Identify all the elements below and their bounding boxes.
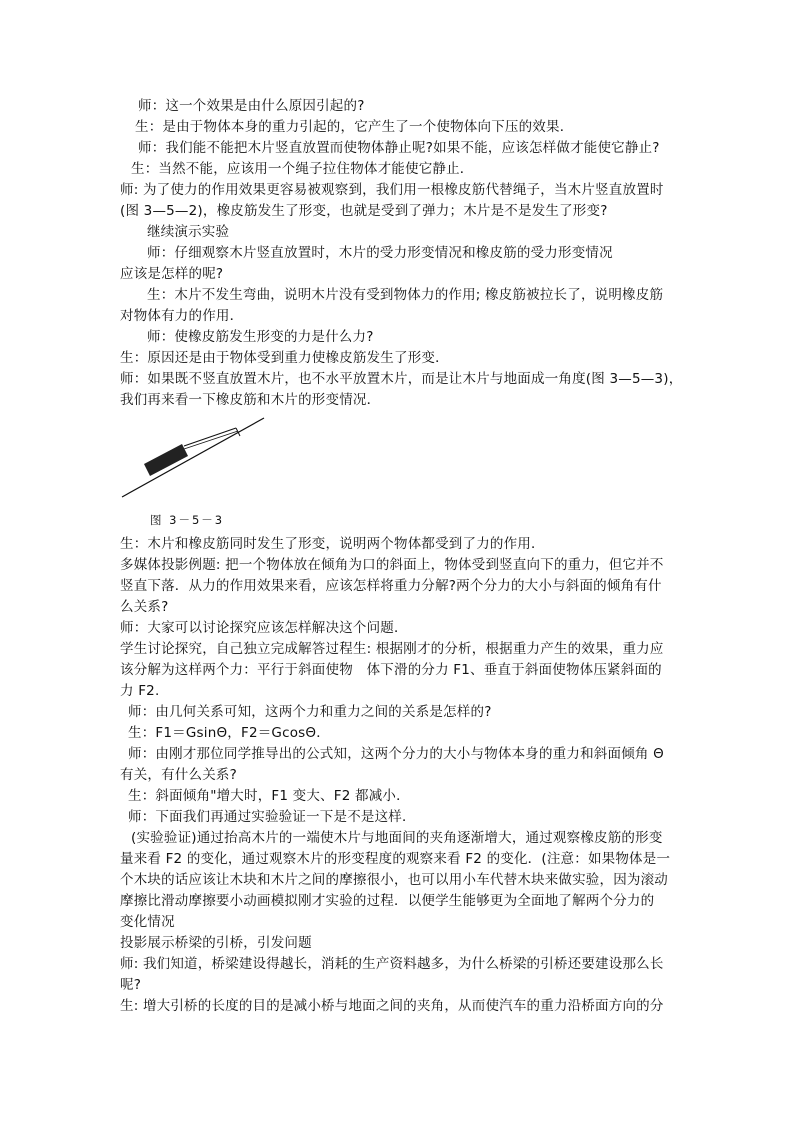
text-line: 投影展示桥梁的引桥，引发问题 (120, 935, 312, 951)
incline-figure (118, 414, 268, 500)
text-line: 师：大家可以讨论探究应该怎样解决这个问题． (120, 620, 408, 636)
text-line: 继续演示实验 (147, 224, 230, 240)
text-line: 师：这一个效果是由什么原因引起的? (138, 98, 365, 114)
text-line: 该分解为这样两个力：平行于斜面使物 体下滑的分力 F1、垂直于斜面使物体压紧斜面的 (120, 662, 662, 678)
text-line: 个木块的话应该让木块和木片之间的摩擦很小，也可以用小车代替木块来做实验，因为滚动 (120, 872, 668, 888)
text-line: 生：当然不能，应该用一个绳子拉住物体才能使它静止． (131, 161, 474, 177)
rubber-band-lower (184, 431, 238, 449)
text-line: 对物体有力的作用． (120, 308, 244, 324)
text-line: (实验验证)通过抬高木片的一端使木片与地面间的夹角逐渐增大，通过观察橡皮筋的形变 (131, 830, 663, 846)
wooden-block (144, 444, 188, 476)
text-line: 呢? (120, 977, 142, 993)
text-line: 竖直下落．从力的作用效果来看，应该怎样将重力分解?两个分力的大小与斜面的倾角有什 (120, 578, 662, 594)
text-line: 师：我们能不能把木片竖直放置而使物体静止呢?如果不能，应该怎样做才能使它静止? (138, 140, 660, 156)
text-line: 生：木片和橡皮筋同时发生了形变，说明两个物体都受到了力的作用． (120, 536, 545, 552)
text-line: 应该是怎样的呢? (120, 266, 224, 282)
text-line: 么关系? (120, 599, 169, 615)
text-line: 有关，有什么关系? (120, 767, 237, 783)
incline-board (122, 418, 264, 497)
text-line: 学生讨论探究，自己独立完成解答过程生: 根据刚才的分析，根据重力产生的效果，重力应 (120, 641, 664, 657)
text-line: 摩擦比滑动摩擦要小动画模拟刚才实验的过程．以便学生能够更为全面地了解两个分力的 (120, 893, 655, 909)
text-line: 生：斜面倾角"增大时，F1 变大、F2 都减小． (128, 788, 410, 804)
text-line: 生：木片不发生弯曲，说明木片没有受到物体力的作用; 橡皮筋被拉长了，说明橡皮筋 (147, 287, 664, 303)
text-line: 力 F2. (120, 683, 160, 699)
text-line: 量来看 F2 的变化，通过观察木片的形变程度的观察来看 F2 的变化．(注意：如果物体是一 (120, 851, 671, 867)
figure-caption: 图 3－5－3 (150, 513, 225, 527)
text-line: 师：仔细观察木片竖直放置时，木片的受力形变情况和橡皮筋的受力形变情况 (147, 245, 613, 261)
text-line: 我们再来看一下橡皮筋和木片的形变情况． (120, 392, 381, 408)
text-line: 生：是由于物体本身的重力引起的，它产生了一个使物体向下压的效果． (135, 119, 574, 135)
text-line: 生：F1＝GsinΘ，F2＝GcosΘ． (128, 725, 330, 741)
text-line: 生: 增大引桥的长度的目的是减小桥与地面之间的夹角，从而使汽车的重力沿桥面方向的分 (120, 998, 664, 1014)
text-line: 变化情况 (120, 914, 175, 930)
text-line: 师: 为了使力的作用效果更容易被观察到，我们用一根橡皮筋代替绳子，当木片竖直放置时 (120, 182, 664, 198)
text-line: 多媒体投影例题: 把一个物体放在倾角为口的斜面上，物体受到竖直向下的重力，但它并不 (120, 557, 664, 573)
text-line: 师: 我们知道，桥梁建设得越长，消耗的生产资料越多，为什么桥梁的引桥还要建设那么长 (120, 956, 664, 972)
text-line: (图 3—5—2)，橡皮筋发生了形变，也就是受到了弹力；木片是不是发生了形变? (120, 203, 608, 219)
text-line: 师：由刚才那位同学推导出的公式知，这两个分力的大小与物体本身的重力和斜面倾角 Θ (128, 746, 664, 762)
text-line: 师：如果既不竖直放置木片，也不水平放置木片，而是让木片与地面成一角度(图 3—5—3)， (120, 371, 683, 387)
text-line: 师：由几何关系可知，这两个力和重力之间的关系是怎样的? (128, 704, 492, 720)
text-line: 师：下面我们再通过实验验证一下是不是这样． (128, 809, 416, 825)
rubber-band (184, 428, 236, 446)
text-line: 师：使橡皮筋发生形变的力是什么力? (147, 329, 374, 345)
text-line: 生：原因还是由于物体受到重力使橡皮筋发生了形变． (120, 350, 449, 366)
